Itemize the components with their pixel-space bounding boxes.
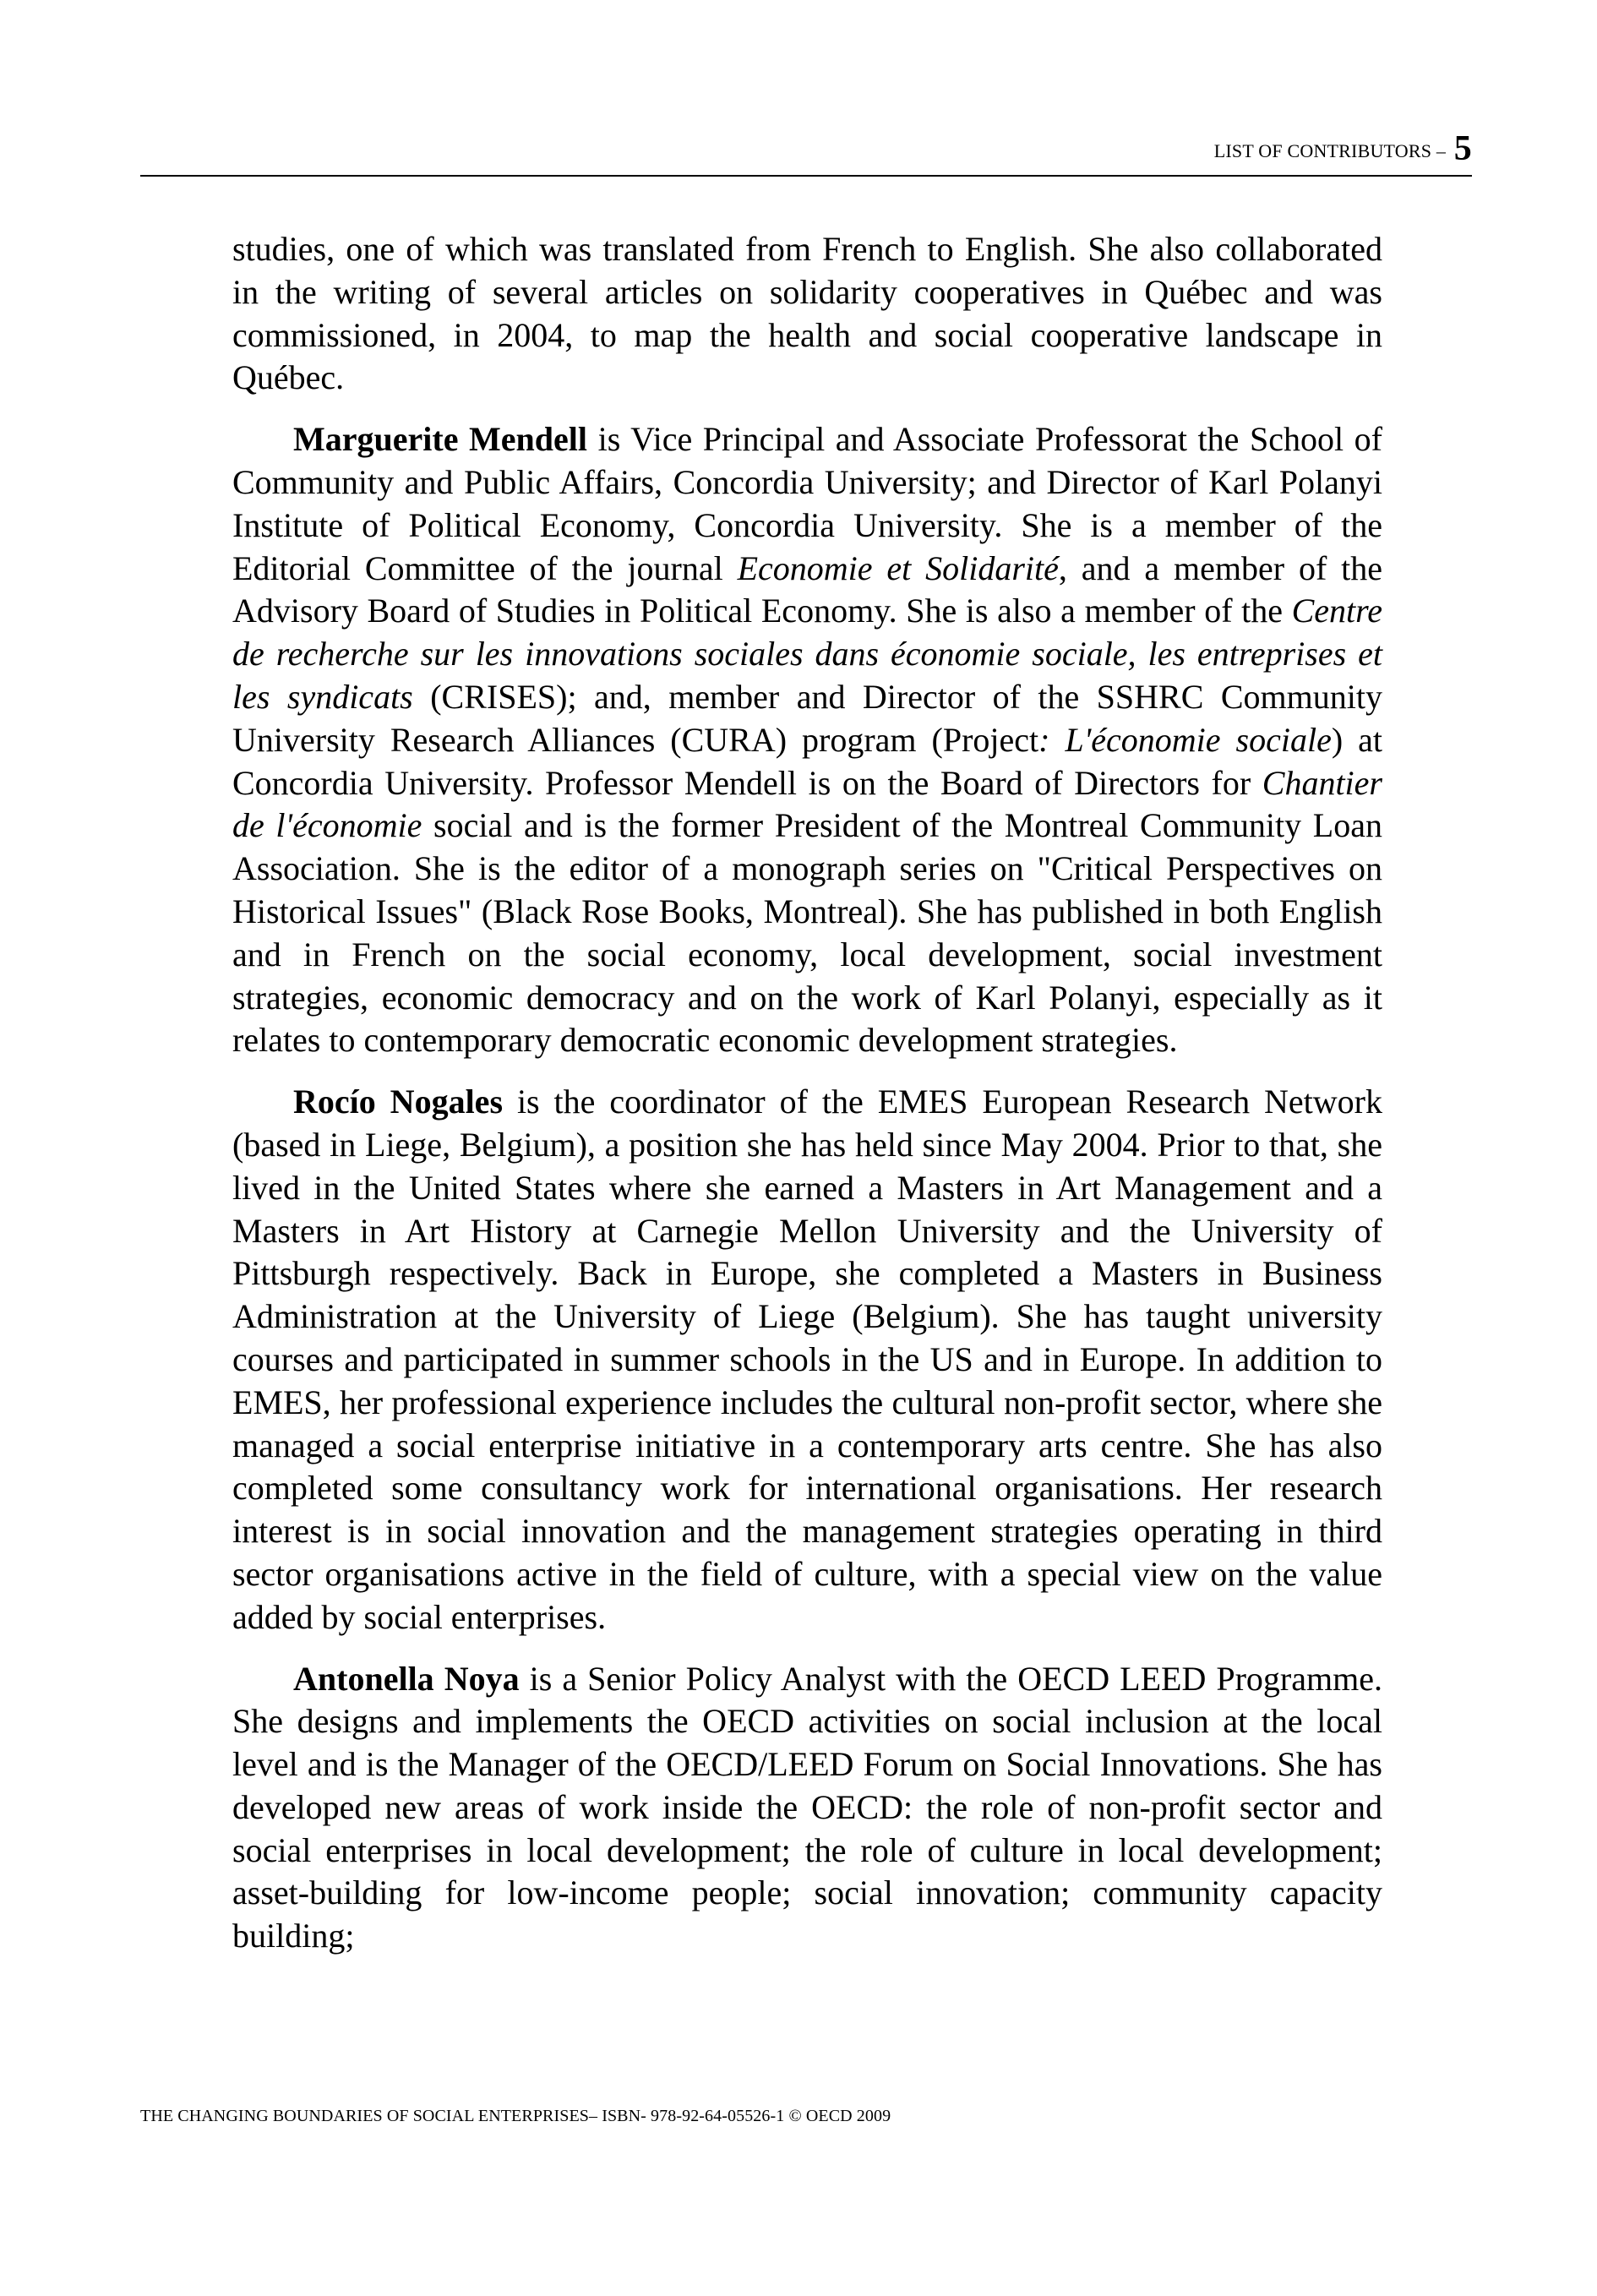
contributor-name: Rocío Nogales — [293, 1083, 504, 1121]
page-number: 5 — [1453, 129, 1472, 168]
running-header — [1214, 128, 1472, 169]
paragraph-nogales: Rocío Nogales is the coordinator of the EMES European Research Network (based in Liege, Belgium), a position she has held since May 2004. Prior to that, she lived in the United States where she earned a Masters in Art Management and a Masters in Art History at Carnegie Mellon University and the University of Pittsburgh respectively. Back in Europe, she completed a Masters in Business Administration at the University of Liege (Belgium). She has taught university courses and participated in summer schools in the US and in Europe. In addition to EMES, her professional experience includes the cultural non-profit sector, where she managed a social enterprise initiative in a contemporary arts centre. She has also completed some consultancy work for international organisations. Her research interest is in social innovation and the management strategies operating in third sector organisations active in the field of culture, with a special view on the value added by social enterprises. — [232, 1083, 1383, 1636]
paragraph-mendell: Marguerite Mendell is Vice Principal and Associate Professorat the School of Community and Public Affairs, Concordia University; and Director of Karl Polanyi Institute of Political Economy, Concordia University. She is a member of the Editorial Committee of the journal Economie et Solidarité, and a member of the Advisory Board of Studies in Political Economy. She is also a member of the Centre de recherche sur les innovations sociales dans économie sociale, les entreprises et les syndicats (CRISES); and, member and Director of the SSHRC Community University Research Alliances (CURA) program (Project: L'économie sociale) at Concordia University. Professor Mendell is on the Board of Directors for Chantier de l'économie social and is the former President of the Montreal Community Loan Association. She is the editor of a monograph series on "Critical Perspectives on Historical Issues" (Black Rose Books, Montreal). She has published in both English and in French on the social economy, local development, social investment strategies, economic democracy and on the work of Karl Polanyi, especially as it relates to contemporary democratic economic development strategies. — [232, 420, 1383, 1060]
contributor-name: Antonella Noya — [293, 1659, 520, 1698]
running-title: LIST OF CONTRIBUTORS – — [1213, 140, 1451, 161]
page-footer: THE CHANGING BOUNDARIES OF SOCIAL ENTERPRISES– ISBN- 978-92-64-05526-1 © OECD 2009 — [140, 2107, 891, 2125]
header-rule — [140, 175, 1472, 177]
contributors-body — [232, 228, 1382, 1958]
paragraph-continuation: studies, one of which was translated from French to English. She also collaborated in the writing of several articles on solidarity cooperatives in Québec and was commissioned, in 2004, to map the health and social cooperative landscape in Québec. — [232, 230, 1382, 397]
paragraph-noya: Antonella Noya is a Senior Policy Analyst with the OECD LEED Programme. She designs and implements the OECD activities on social inclusion at the local level and is the Manager of the OECD/LEED Forum on Social Innovations. She has developed new areas of work inside the OECD: the role of non-profit sector and social enterprises in local development; the role of culture in local development; asset-building for low-income people; social innovation; community capacity building; — [232, 1659, 1382, 1955]
contributor-name: Marguerite Mendell — [293, 420, 588, 459]
